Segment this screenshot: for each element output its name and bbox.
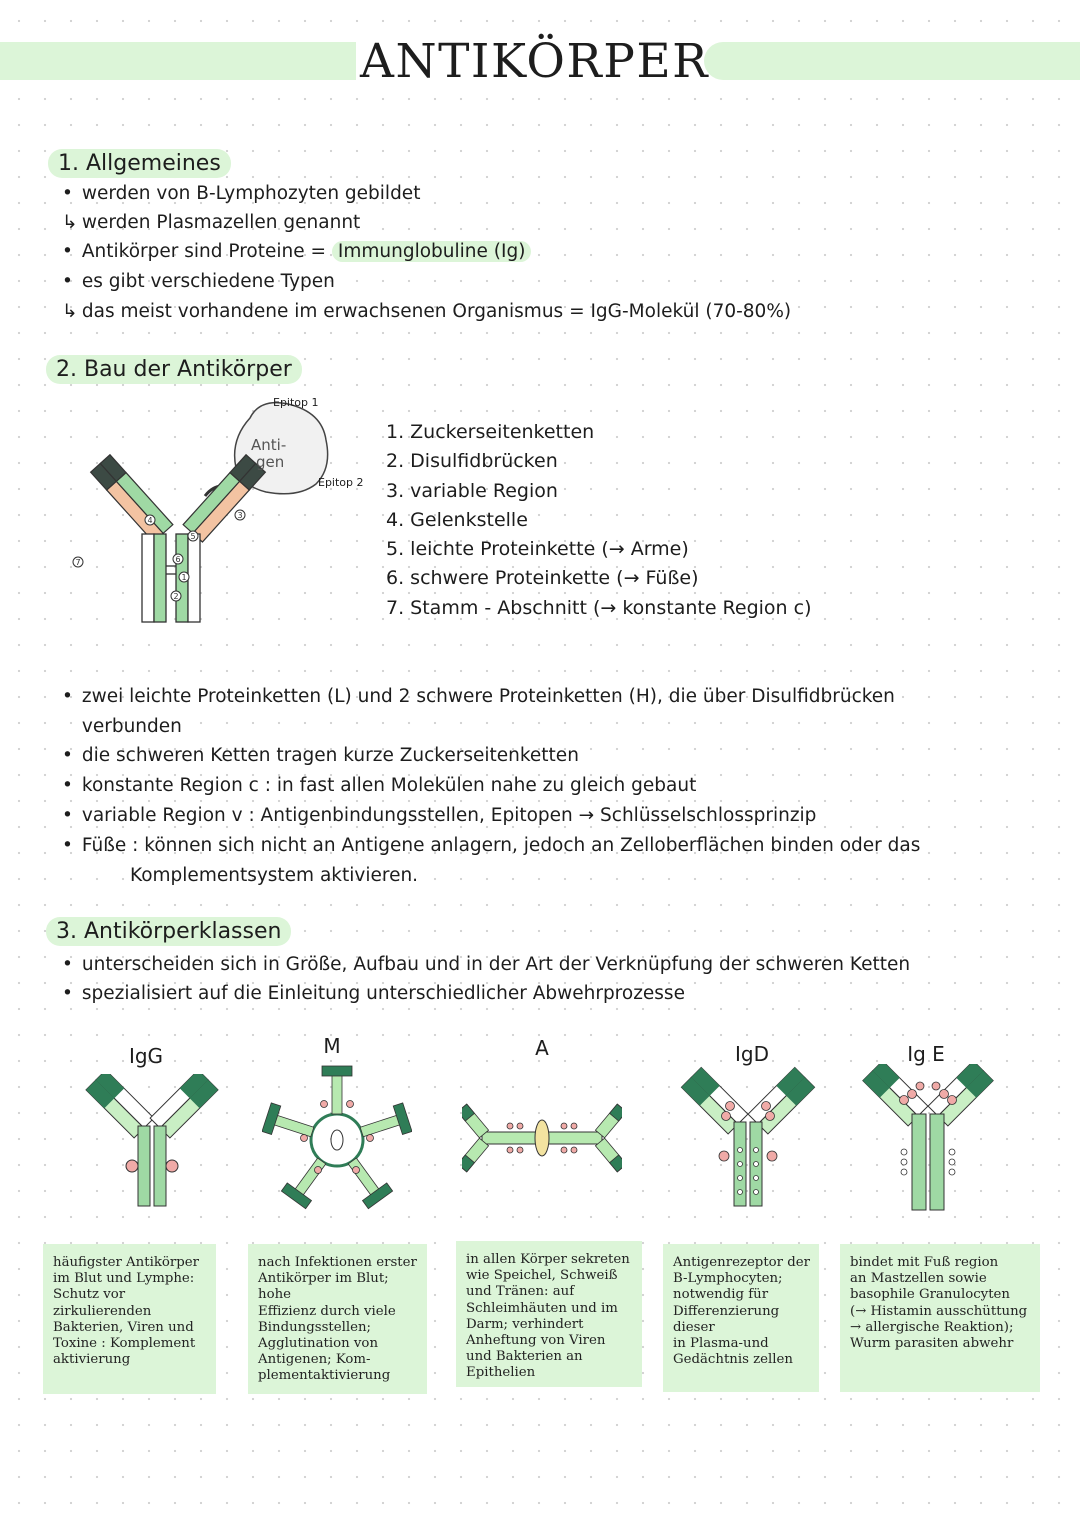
svg-text:3: 3: [237, 511, 243, 520]
card-line: zirkulierenden: [53, 1303, 152, 1319]
class-label-igm: M: [323, 1034, 341, 1058]
card-line: plementaktivierung: [258, 1368, 391, 1384]
card-line: Bakterien, Viren und: [53, 1319, 194, 1335]
card-line: Toxine : Komplement: [53, 1336, 196, 1352]
parts-item: 5. leichte Proteinkette (→ Arme): [386, 538, 689, 561]
card-line: Antigenen; Kom-: [258, 1352, 371, 1368]
note-line: ↳ das meist vorhandene im erwachsenen Organismus = IgG-Molekül (70-80%): [62, 301, 792, 322]
igm-illustration: [262, 1060, 412, 1210]
note-line: Komplementsystem aktivieren.: [130, 865, 419, 886]
note-line: ↳ werden Plasmazellen genannt: [62, 212, 361, 233]
card-line: dieser: [673, 1319, 715, 1335]
parts-item: 2. Disulfidbrücken: [386, 450, 558, 473]
igd-illustration: [668, 1066, 828, 1212]
note-line: • zwei leichte Proteinketten (L) und 2 schwere Proteinketten (H), die über Disulfidbrücken: [62, 686, 895, 707]
epitop2-label: Epitop 2: [318, 476, 364, 489]
parts-list: [386, 418, 812, 623]
antibody-structure-diagram: [60, 388, 380, 638]
section-heading-allgemeines: 1. Allgemeines: [48, 149, 231, 178]
section-heading-bau: 2. Bau der Antikörper: [46, 355, 302, 384]
class-card-igg: [43, 1244, 216, 1394]
note-line: • werden von B-Lymphozyten gebildet: [62, 183, 421, 204]
card-line: im Blut und Lymphe:: [53, 1271, 195, 1287]
parts-item: 7. Stamm - Abschnitt (→ konstante Region c): [386, 596, 812, 619]
card-line: nach Infektionen erster: [258, 1255, 417, 1270]
parts-item: 4. Gelenkstelle: [386, 508, 528, 531]
page-title: ANTIKÖRPER: [356, 34, 704, 89]
epitop1-label: Epitop 1: [273, 396, 319, 409]
class-label-igg: IgG: [128, 1044, 164, 1068]
card-line: basophile Granulocyten: [850, 1287, 1010, 1303]
card-line: Darm; verhindert: [466, 1316, 584, 1332]
card-line: Gedächtnis zellen: [673, 1352, 793, 1368]
svg-text:5: 5: [190, 532, 196, 541]
note-line: • konstante Region c : in fast allen Molekülen nahe zu gleich gebaut: [62, 775, 697, 796]
card-line: in allen Körper sekreten: [466, 1252, 630, 1267]
note-line: • Füße : können sich nicht an Antigene anlagern, jedoch an Zelloberflächen binden oder das: [62, 835, 921, 856]
svg-text:4: 4: [147, 516, 153, 525]
svg-text:1: 1: [181, 573, 187, 582]
note-line: verbunden: [81, 716, 182, 737]
card-line: an Mastzellen sowie: [850, 1271, 987, 1287]
card-line: Differenzierung: [673, 1303, 780, 1319]
card-line: Wurm parasiten abwehr: [850, 1336, 1014, 1352]
card-line: bindet mit Fuß region: [850, 1255, 999, 1270]
card-line: Antigenrezeptor der: [673, 1255, 810, 1270]
class-label-iga: A: [535, 1036, 549, 1060]
svg-text:2: 2: [173, 592, 179, 601]
immunglobuline-highlight: Immunglobuline (Ig): [332, 241, 532, 262]
class-card-igd: [663, 1244, 819, 1392]
note-line: • Antikörper sind Proteine = Immunglobuline (Ig): [62, 241, 531, 262]
class-card-ige: [840, 1244, 1040, 1392]
title-band-left: [0, 42, 372, 80]
card-line: und Tränen: auf: [466, 1284, 575, 1300]
card-line: Bindungsstellen;: [258, 1319, 372, 1335]
iga-illustration: [462, 1094, 622, 1184]
card-line: Schutz vor: [53, 1287, 126, 1303]
parts-item: 3. variable Region: [386, 479, 558, 502]
card-line: Schleimhäuten und im: [466, 1300, 618, 1316]
svg-text:6: 6: [175, 555, 181, 564]
card-line: Antikörper im Blut;: [258, 1271, 389, 1287]
note-line: • es gibt verschiedene Typen: [62, 271, 335, 292]
card-line: B-Lymphocyten;: [673, 1271, 783, 1287]
class-card-igm: [248, 1244, 427, 1394]
card-line: Anheftung von Viren: [466, 1333, 606, 1349]
card-line: → allergische Reaktion);: [850, 1319, 1014, 1335]
svg-text:7: 7: [75, 558, 81, 567]
note-line: • die schweren Ketten tragen kurze Zuckerseitenketten: [62, 745, 579, 766]
parts-item: 1. Zuckerseitenketten: [386, 421, 595, 443]
card-line: notwendig für: [673, 1287, 769, 1303]
card-line: hohe: [258, 1287, 292, 1303]
class-card-iga: [456, 1241, 642, 1387]
parts-item: 6. schwere Proteinkette (→ Füße): [386, 567, 699, 590]
card-line: häufigster Antikörper: [53, 1255, 199, 1270]
note-line: • unterscheiden sich in Größe, Aufbau und in der Art der Verknüpfung der schweren Ketten: [62, 954, 911, 975]
card-line: (→ Histamin ausschüttung: [850, 1303, 1028, 1319]
card-line: wie Speichel, Schweiß: [466, 1268, 618, 1284]
class-label-ige: Ig E: [907, 1042, 945, 1066]
card-line: und Bakterien an: [466, 1349, 583, 1365]
note-line: • variable Region v : Antigenbindungsstellen, Epitopen → Schlüsselschlossprinzip: [62, 805, 817, 826]
note-line: • spezialisiert auf die Einleitung unterschiedlicher Abwehrprozesse: [62, 983, 685, 1004]
igg-illustration: [72, 1074, 232, 1214]
card-line: aktivierung: [53, 1352, 131, 1368]
antigen-label-2: gen: [256, 453, 285, 471]
title-band-right: [704, 42, 1080, 80]
ige-illustration: [848, 1064, 1008, 1214]
class-label-igd: IgD: [735, 1042, 769, 1066]
antigen-label-1: Anti-: [251, 436, 287, 454]
card-line: Epithelien: [466, 1365, 536, 1381]
card-line: in Plasma-und: [673, 1336, 769, 1352]
card-line: Effizienz durch viele: [258, 1303, 396, 1319]
card-line: Agglutination von: [258, 1336, 379, 1352]
section-heading-antikoerperklassen: 3. Antikörperklassen: [46, 917, 291, 946]
